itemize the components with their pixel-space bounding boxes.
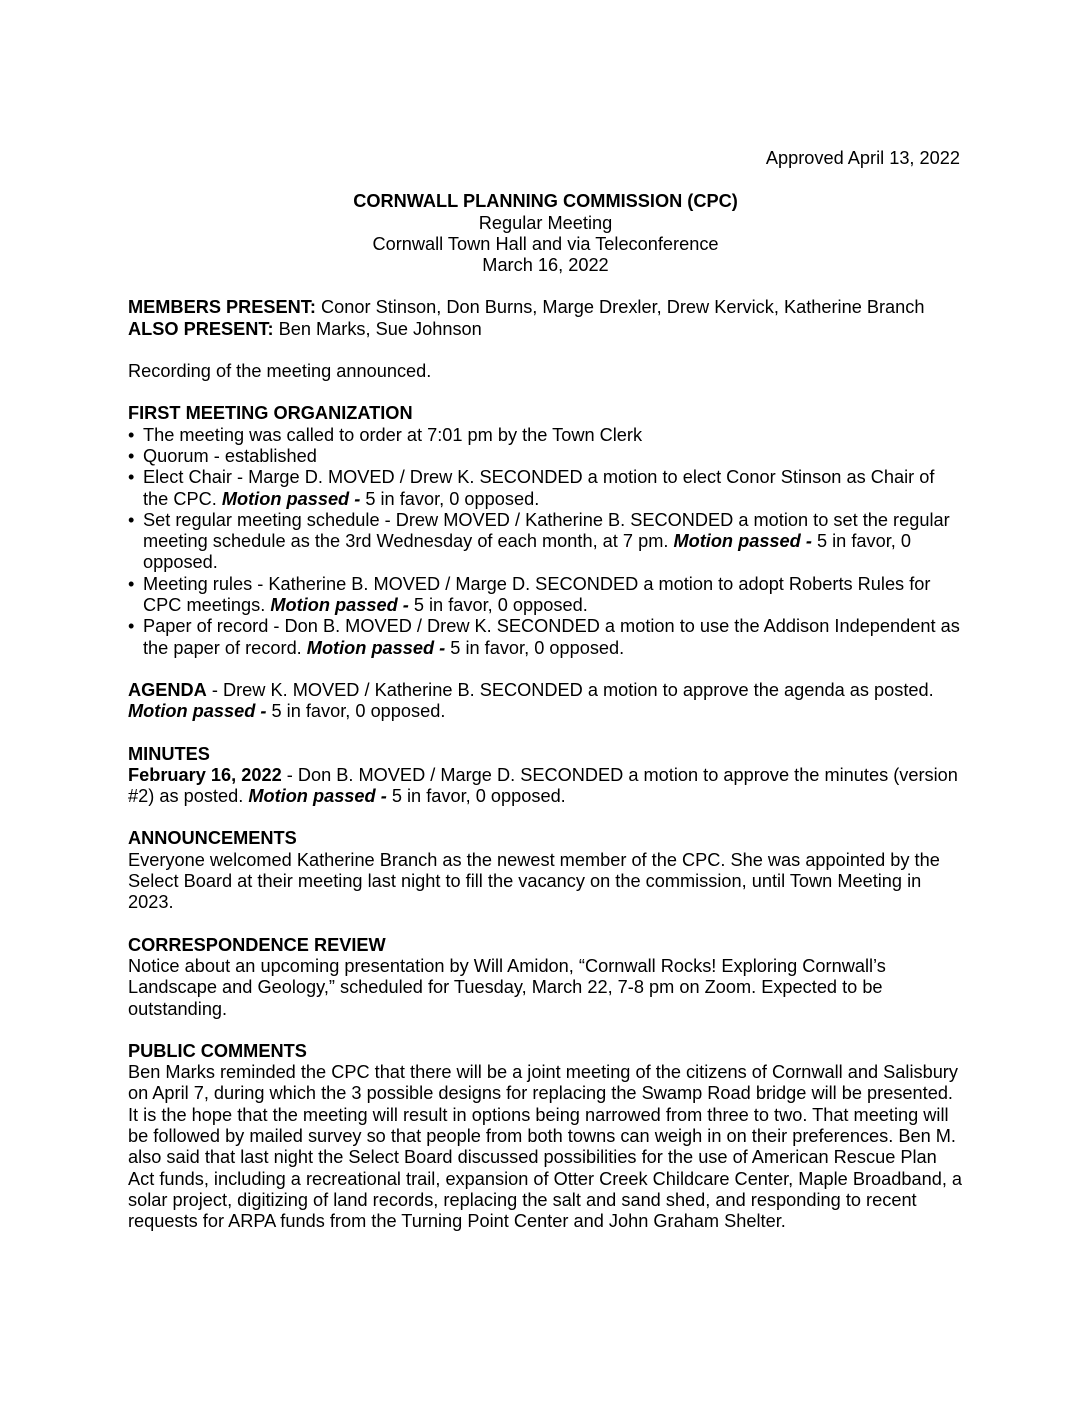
members-present-names: Conor Stinson, Don Burns, Marge Drexler, Drew Kervick, Katherine Branch xyxy=(315,297,925,318)
bullet-icon: • xyxy=(128,424,135,445)
list-item-text: Meeting rules - Katherine B. MOVED / Marge D. SECONDED a motion to adopt Roberts Rules for CPC meetings. xyxy=(143,573,931,616)
list-item xyxy=(128,467,963,510)
announcements-section xyxy=(128,828,963,913)
correspondence-section xyxy=(128,935,963,1020)
vote-count: 5 in favor, 0 opposed. xyxy=(266,701,446,722)
motion-result-label: Motion passed - xyxy=(128,701,267,722)
vote-count: 5 in favor, 0 opposed. xyxy=(360,488,540,509)
members-present xyxy=(128,297,963,318)
announcements-text: Everyone welcomed Katherine Branch as the newest member of the CPC. She was appointed by the Select Board at their meeting last night to fill the vacancy on the commission, until Town Meeting in 2023. xyxy=(128,849,940,913)
first-meeting-heading: FIRST MEETING ORGANIZATION xyxy=(128,403,413,424)
document-header xyxy=(128,191,963,276)
list-item xyxy=(128,574,963,617)
recording-section xyxy=(128,361,963,382)
motion-result-label: Motion passed - xyxy=(221,488,361,509)
also-present-label: ALSO PRESENT: xyxy=(128,318,274,339)
list-item-text: Paper of record - Don B. MOVED / Drew K. SECONDED a motion to use the Addison Independent as the paper of record. xyxy=(143,616,960,658)
bullet-icon: • xyxy=(128,573,135,594)
agenda-text: - Drew K. MOVED / Katherine B. SECONDED a motion to approve the agenda as posted. xyxy=(206,679,934,700)
agenda-paragraph xyxy=(128,680,963,723)
page-title: CORNWALL PLANNING COMMISSION (CPC) xyxy=(353,191,738,212)
vote-count: 5 in favor, 0 opposed. xyxy=(445,637,625,658)
also-present-names: Ben Marks, Sue Johnson xyxy=(273,318,482,339)
agenda-label: AGENDA xyxy=(128,679,207,700)
list-item-text: Elect Chair - Marge D. MOVED / Drew K. SECONDED a motion to elect Conor Stinson as Chair of the CPC. xyxy=(143,467,935,509)
public-comments-heading: PUBLIC COMMENTS xyxy=(128,1040,307,1061)
minutes-section xyxy=(128,744,963,808)
minutes-text: - Don B. MOVED / Marge D. SECONDED a motion to approve the minutes (version #2) as posted. xyxy=(128,764,958,807)
list-item xyxy=(128,425,963,446)
correspondence-text: Notice about an upcoming presentation by Will Amidon, “Cornwall Rocks! Exploring Cornwall’s Landscape and Geology,” scheduled for Tuesday, March 22, 7-8 pm on Zoom. Expected to be outstanding. xyxy=(128,955,886,1019)
bullet-icon: • xyxy=(128,616,135,637)
motion-result-label: Motion passed - xyxy=(248,786,387,807)
minutes-paragraph xyxy=(128,765,963,808)
minutes-heading: MINUTES xyxy=(128,743,210,764)
bullet-icon: • xyxy=(128,445,135,466)
correspondence-heading: CORRESPONDENCE REVIEW xyxy=(128,934,386,955)
vote-count: 5 in favor, 0 opposed. xyxy=(386,786,566,807)
also-present xyxy=(128,319,963,340)
public-comments-section xyxy=(128,1041,963,1233)
recording-note: Recording of the meeting announced. xyxy=(128,361,432,382)
list-item-text: The meeting was called to order at 7:01 pm by the Town Clerk xyxy=(143,424,643,445)
first-meeting-list xyxy=(128,425,963,659)
motion-result-label: Motion passed - xyxy=(270,595,409,616)
list-item xyxy=(128,446,963,467)
list-item xyxy=(128,616,963,659)
vote-count: 5 in favor, 0 opposed. xyxy=(408,595,588,616)
attendance-section xyxy=(128,297,963,340)
announcements-heading: ANNOUNCEMENTS xyxy=(128,828,297,849)
first-meeting-section xyxy=(128,403,963,659)
motion-result-label: Motion passed - xyxy=(673,531,812,552)
vote-count: 5 in favor, 0 opposed. xyxy=(143,531,911,573)
minutes-date-label: February 16, 2022 xyxy=(128,764,282,785)
meeting-date: March 16, 2022 xyxy=(482,255,609,276)
document-content xyxy=(128,148,963,1232)
agenda-section xyxy=(128,680,963,723)
meeting-type: Regular Meeting xyxy=(478,212,613,233)
bullet-icon: • xyxy=(128,467,135,488)
members-present-label: MEMBERS PRESENT: xyxy=(128,297,316,318)
list-item-text: Quorum - established xyxy=(143,445,317,466)
public-comments-text: Ben Marks reminded the CPC that there will be a joint meeting of the citizens of Cornwall and Salisbury on April 7, during which the 3 possible designs for replacing the Swamp Road bridge will be presented. It is the hope that the meeting will result in options being narrowed from three to two. That meeting will be followed by mailed survey so that people from both towns can weigh in on their preferences. Ben M. also said that last night the Select Board discussed possibilities for the use of American Rescue Plan Act funds, including a recreational trail, expansion of Otter Creek Childcare Center, Maple Broadband, a solar project, digitizing of land records, replacing the salt and sand shed, and responding to recent requests for ARPA funds from the Turning Point Center and John Graham Shelter. xyxy=(128,1062,963,1232)
motion-result-label: Motion passed - xyxy=(306,637,446,658)
approval-date: Approved April 13, 2022 xyxy=(765,148,960,168)
bullet-icon: • xyxy=(128,509,135,530)
list-item-text: Set regular meeting schedule - Drew MOVED / Katherine B. SECONDED a motion to set the regular meeting schedule as the 3rd Wednesday of each month, at 7 pm. xyxy=(143,509,950,552)
list-item xyxy=(128,510,963,574)
meeting-location: Cornwall Town Hall and via Teleconference xyxy=(372,233,719,254)
